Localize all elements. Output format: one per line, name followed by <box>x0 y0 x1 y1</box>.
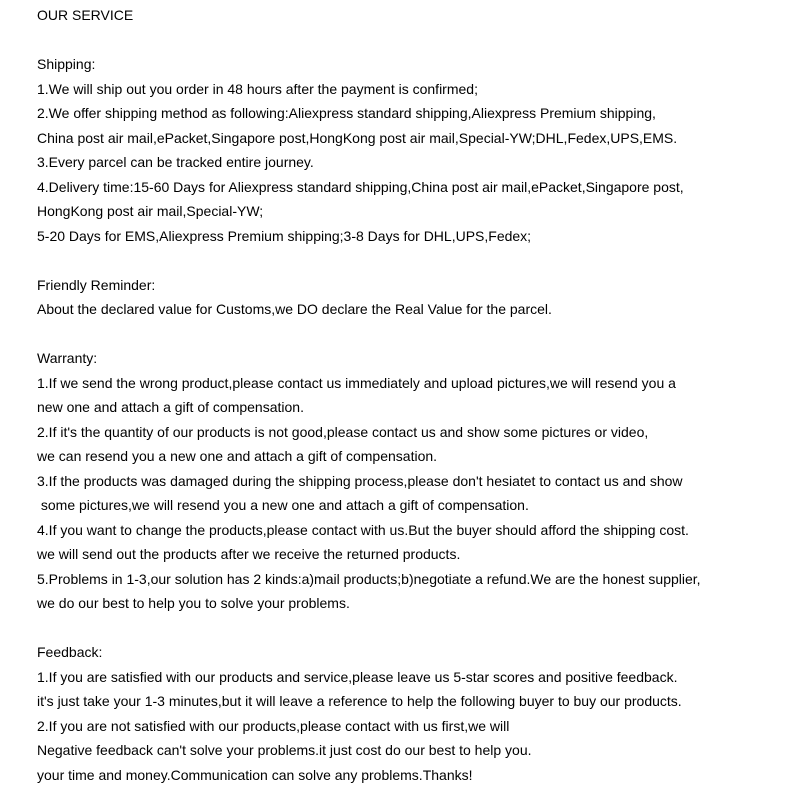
shipping-line: 2.We offer shipping method as following:Aliexpress standard shipping,Aliexpress Premium shipping, <box>37 105 656 121</box>
reminder-section <box>37 273 797 322</box>
warranty-line: 1.If we send the wrong product,please contact us immediately and upload pictures,we will resend you a <box>37 374 676 391</box>
warranty-line: we can resend you a new one and attach a gift of compensation. <box>37 448 438 464</box>
shipping-line: HongKong post air mail,Special-YW; <box>37 203 264 219</box>
shipping-section <box>37 52 797 248</box>
feedback-line: 2.If you are not satisfied with our products,please contact with us first,we will <box>37 717 510 734</box>
warranty-heading: Warranty: <box>37 350 98 366</box>
shipping-line: 4.Delivery time:15-60 Days for Aliexpress standard shipping,China post air mail,ePacket,Singapore post, <box>37 178 684 195</box>
shipping-line: 3.Every parcel can be tracked entire journey. <box>37 154 314 170</box>
feedback-line: Negative feedback can't solve your problems.it just cost do our best to help you. <box>37 742 532 758</box>
warranty-section <box>37 346 797 616</box>
feedback-section <box>37 640 797 787</box>
feedback-line: 1.If you are satisfied with our products and service,please leave us 5-star scores and positive feedback. <box>37 668 678 685</box>
spacer <box>37 616 797 641</box>
spacer <box>37 28 797 53</box>
warranty-line: 5.Problems in 1-3,our solution has 2 kinds:a)mail products;b)negotiate a refund.We are the honest supplier, <box>37 570 701 587</box>
document-title: OUR SERVICE <box>37 7 134 23</box>
reminder-line: About the declared value for Customs,we DO declare the Real Value for the parcel. <box>37 301 552 317</box>
warranty-line: we do our best to help you to solve your problems. <box>37 595 350 611</box>
warranty-line: 4.If you want to change the products,please contact with us.But the buyer should afford the shipping cost. <box>37 521 689 538</box>
warranty-line: 3.If the products was damaged during the shipping process,please don't hesiatet to contact us and show <box>37 472 683 489</box>
feedback-heading: Feedback: <box>37 644 103 660</box>
shipping-heading: Shipping: <box>37 56 96 72</box>
service-document <box>37 3 797 787</box>
warranty-line: 2.If it's the quantity of our products is not good,please contact us and show some pictures or video, <box>37 423 649 440</box>
warranty-line: we will send out the products after we receive the returned products. <box>37 546 461 562</box>
shipping-line: China post air mail,ePacket,Singapore post,HongKong post air mail,Special-YW;DHL,Fedex,UPS,EMS. <box>37 129 678 146</box>
shipping-line: 1.We will ship out you order in 48 hours after the payment is confirmed; <box>37 80 478 97</box>
warranty-line: new one and attach a gift of compensation. <box>37 399 304 415</box>
shipping-line: 5-20 Days for EMS,Aliexpress Premium shipping;3-8 Days for DHL,UPS,Fedex; <box>37 227 532 244</box>
spacer <box>37 322 797 347</box>
feedback-line: it's just take your 1-3 minutes,but it will leave a reference to help the following buyer to buy our products. <box>37 693 682 709</box>
spacer <box>37 248 797 273</box>
feedback-line: your time and money.Communication can solve any problems.Thanks! <box>37 766 473 783</box>
reminder-heading: Friendly Reminder: <box>37 276 156 293</box>
warranty-line: some pictures,we will resend you a new one and attach a gift of compensation. <box>37 497 529 513</box>
